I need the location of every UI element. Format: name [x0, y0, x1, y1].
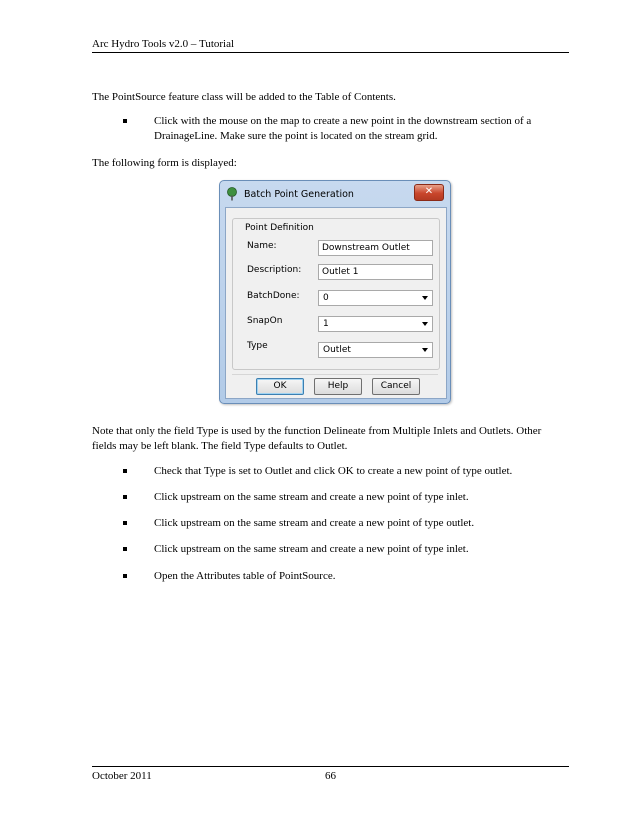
bullet-mark	[123, 521, 127, 525]
page-number: 66	[325, 770, 336, 782]
batchdone-select[interactable]: 0	[318, 290, 433, 306]
header-rule	[92, 52, 569, 53]
bullet-text-line: Click with the mouse on the map to create a new point in the downstream section of a	[154, 115, 532, 127]
dialog-title: Batch Point Generation	[244, 189, 354, 200]
ok-button[interactable]: OK	[256, 378, 304, 395]
chevron-down-icon	[422, 322, 428, 326]
snapon-label: SnapOn	[247, 316, 283, 326]
intro-paragraph: The PointSource feature class will be added to the Table of Contents.	[92, 91, 396, 103]
note-line: fields may be left blank. The field Type defaults to Outlet.	[92, 440, 348, 452]
group-label: Point Definition	[245, 223, 314, 233]
snapon-select[interactable]: 1	[318, 316, 433, 332]
button-separator	[232, 374, 438, 375]
batchdone-label: BatchDone:	[247, 291, 300, 301]
help-button[interactable]: Help	[314, 378, 362, 395]
batch-point-dialog	[219, 180, 451, 404]
chevron-down-icon	[422, 296, 428, 300]
footer-date: October 2011	[92, 770, 152, 782]
chevron-down-icon	[422, 348, 428, 352]
close-button[interactable]: ✕	[414, 184, 444, 201]
description-label: Description:	[247, 265, 302, 275]
dialog-titlebar	[220, 181, 450, 207]
name-input[interactable]: Downstream Outlet	[318, 240, 433, 256]
point-definition-group	[232, 218, 440, 370]
bullet-mark	[123, 547, 127, 551]
type-label: Type	[247, 341, 268, 351]
bullet-mark	[123, 574, 127, 578]
note-paragraph	[92, 424, 570, 454]
bullet-mark	[123, 469, 127, 473]
page-header: Arc Hydro Tools v2.0 – Tutorial	[92, 38, 235, 50]
footer-rule	[92, 766, 569, 767]
note-line: Note that only the field Type is used by the function Delineate from Multiple Inlets and Outlets. Other	[92, 425, 542, 437]
bullet-mark	[123, 495, 127, 499]
bullet-mark	[123, 119, 127, 123]
form-paragraph: The following form is displayed:	[92, 157, 237, 169]
bullet-text-line: DrainageLine. Make sure the point is located on the stream grid.	[154, 130, 438, 142]
type-select[interactable]: Outlet	[318, 342, 433, 358]
dialog-client	[225, 207, 447, 399]
description-input[interactable]: Outlet 1	[318, 264, 433, 280]
name-label: Name:	[247, 241, 277, 251]
globe-pin-icon	[226, 187, 238, 201]
cancel-button[interactable]: Cancel	[372, 378, 420, 395]
